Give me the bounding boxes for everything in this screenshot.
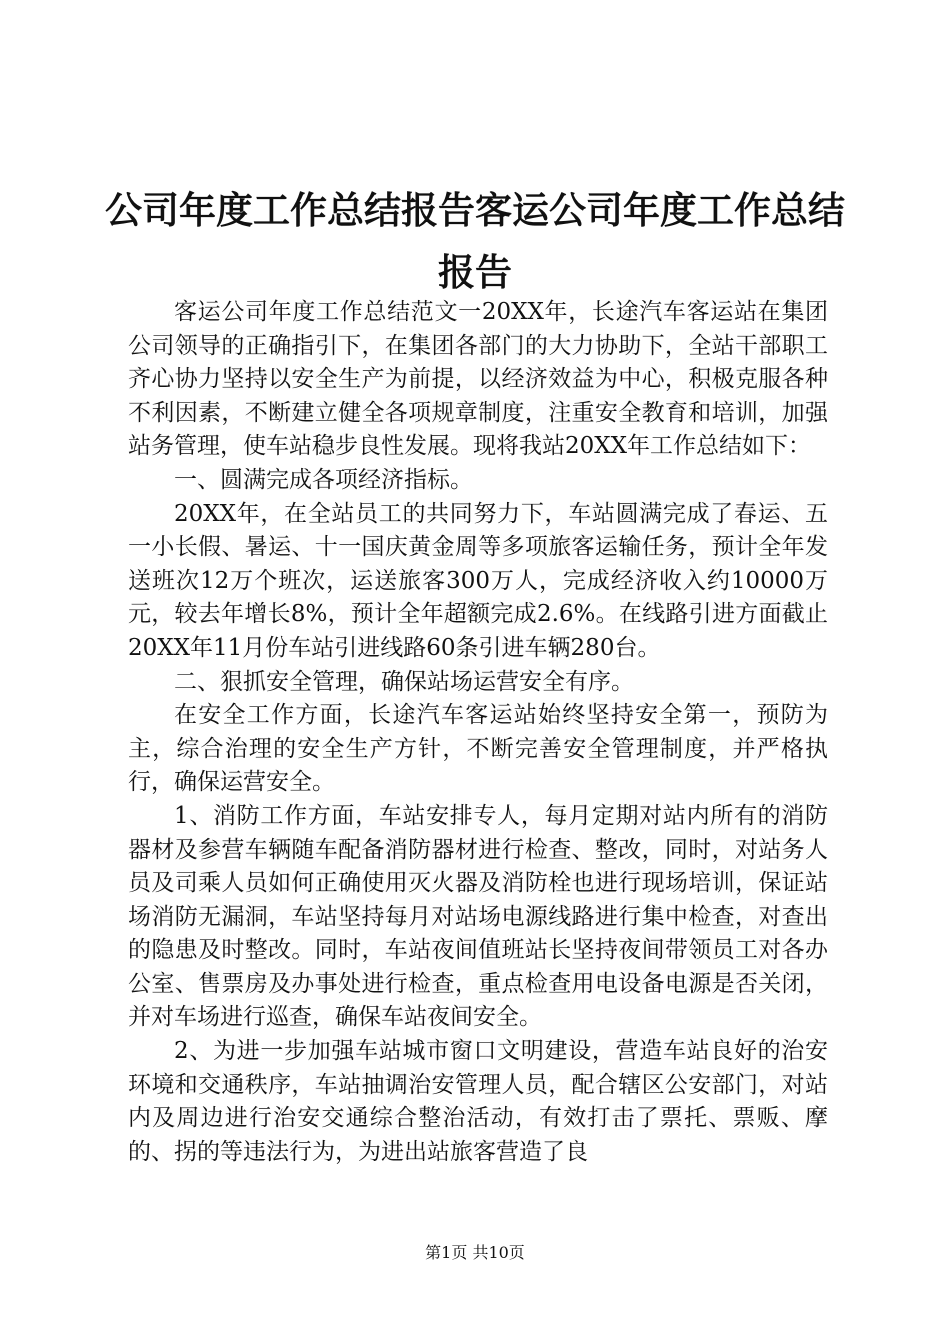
section-heading-2: 二、狠抓安全管理，确保站场运营安全有序。 bbox=[174, 668, 634, 695]
paragraph-safety: 在安全工作方面，长途汽车客运站始终坚持安全第一，预防为主，综合治理的安全生产方针，不断完善安全管理制度，并严格执行，确保运营安全。 bbox=[128, 702, 828, 796]
document-body bbox=[128, 296, 828, 1169]
paragraph-fire-safety: 1、消防工作方面，车站安排专人，每月定期对站内所有的消防器材及参营车辆随车配备消防器材进行检查、整改，同时，对站务人员及司乘人员如何正确使用灭火器及消防栓也进行现场培训，保证站场消防无漏洞，车站坚持每月对站场电源线路进行集中检查，对查出的隐患及时整改。同时，车站夜间值班站长坚持夜间带领员工对各办公室、售票房及办事处进行检查，重点检查用电设备电源是否关闭，并对车场进行巡查，确保车站夜间安全。 bbox=[128, 802, 828, 1031]
paragraph-public-order: 2、为进一步加强车站城市窗口文明建设，营造车站良好的治安环境和交通秩序，车站抽调治安管理人员，配合辖区公安部门，对站内及周边进行治安交通综合整治活动，有效打击了票托、票贩、摩的、拐的等违法行为，为进出站旅客营造了良 bbox=[128, 1038, 828, 1165]
paragraph-intro: 客运公司年度工作总结范文一20XX年，长途汽车客运站在集团公司领导的正确指引下，在集团各部门的大力协助下，全站干部职工齐心协力坚持以安全生产为前提，以经济效益为中心，积极克服各种不利因素，不断建立健全各项规章制度，注重安全教育和培训，加强站务管理，使车站稳步良性发展。现将我站20XX年工作总结如下： bbox=[128, 299, 828, 460]
document-title: 公司年度工作总结报告客运公司年度工作总结报告 bbox=[105, 189, 845, 294]
page-number-footer: 第1页 共10页 bbox=[425, 1243, 525, 1262]
section-heading-1: 一、圆满完成各项经济指标。 bbox=[174, 466, 473, 493]
paragraph-economic: 20XX年，在全站员工的共同努力下，车站圆满完成了春运、五一小长假、暑运、十一国庆黄金周等多项旅客运输任务，预计全年发送班次12万个班次，运送旅客300万人，完成经济收入约10000万元，较去年增长8%，预计全年超额完成2.6%。在线路引进方面截止20XX年11月份车站引进线路60条引进车辆280台。 bbox=[128, 500, 828, 661]
